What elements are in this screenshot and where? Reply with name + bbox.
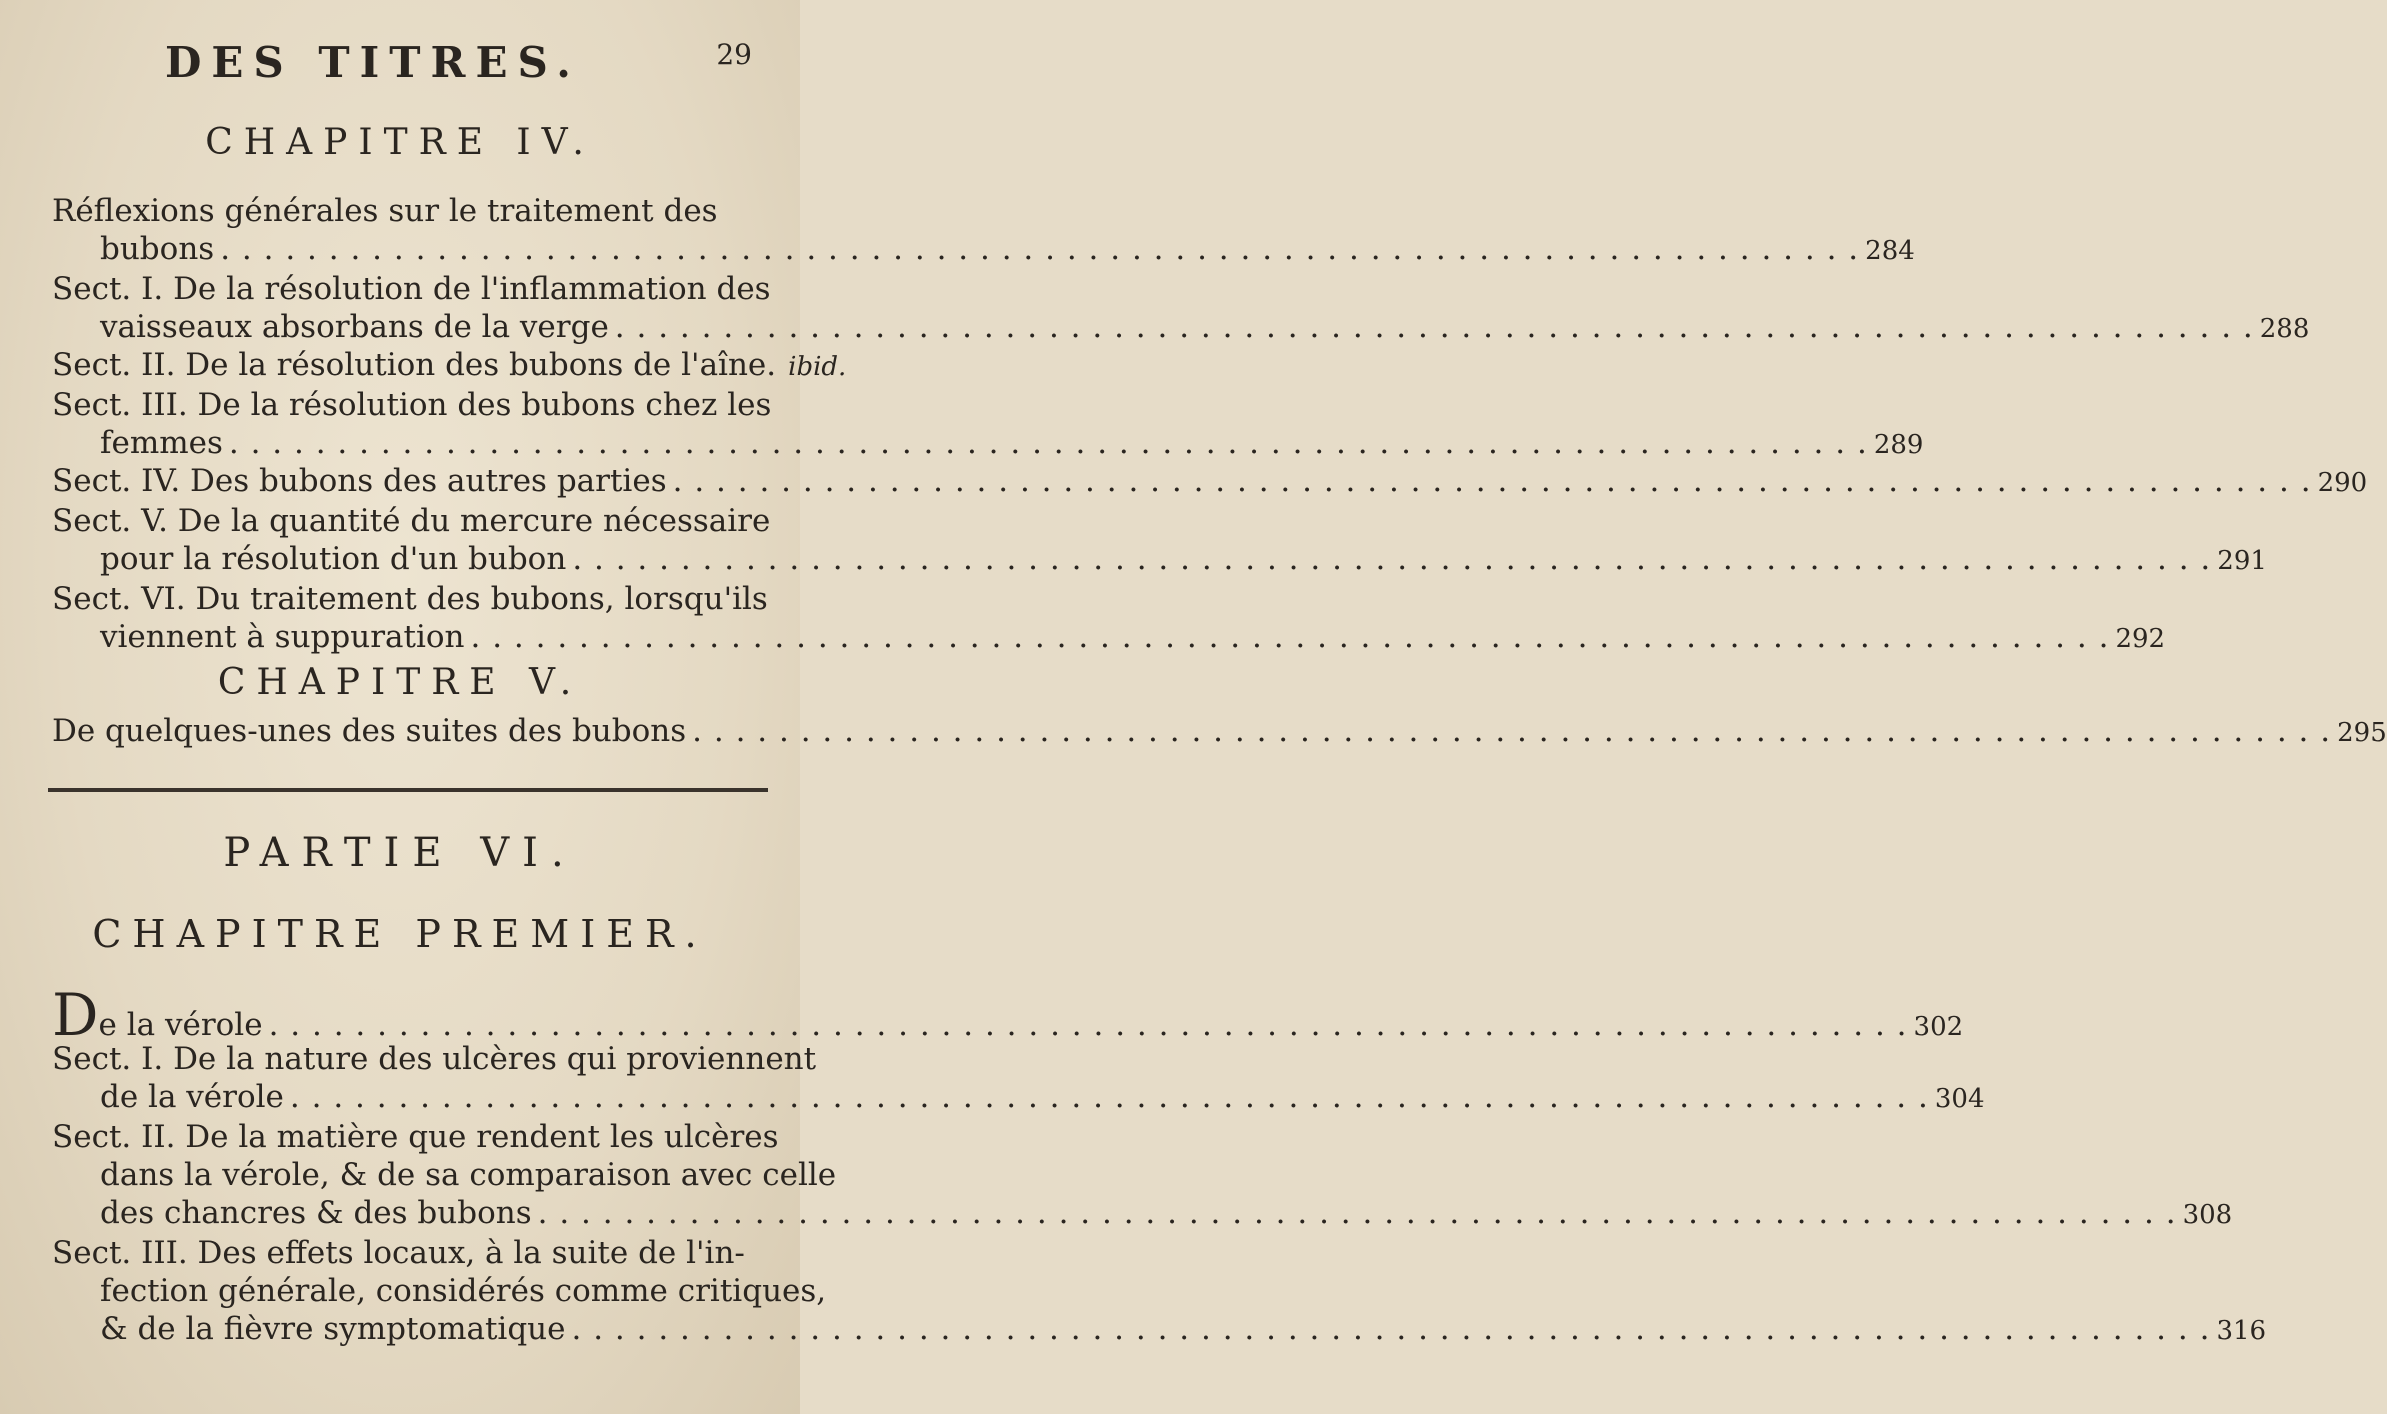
- dot-leader: [220, 230, 1859, 268]
- toc-line: [52, 1234, 772, 1272]
- toc-line: [52, 424, 1924, 464]
- toc-text: & de la fièvre symptomatique: [100, 1311, 566, 1347]
- toc-page: 308: [2182, 1200, 2233, 1230]
- toc-entry-sect-1: [52, 270, 2310, 348]
- toc-line: [52, 192, 772, 230]
- toc-entry-sect-4: [52, 462, 2368, 502]
- toc-text: Réflexions générales sur le traitement des: [52, 193, 718, 229]
- toc-page: 289: [1873, 430, 1924, 460]
- toc-line: [52, 1310, 2267, 1350]
- toc-text: des chancres & des bubons: [100, 1195, 532, 1231]
- toc-text: Sect. VI. Du traitement des bubons, lorsqu'ils: [52, 581, 768, 617]
- toc-entry-p6-sect-2: [52, 1118, 2233, 1234]
- toc-entry-p6-sect-1: [52, 1040, 1985, 1118]
- toc-entry-sect-5: [52, 502, 2267, 580]
- chapter-5-heading: CHAPITRE V.: [217, 662, 583, 703]
- toc-line: [52, 1040, 817, 1078]
- toc-entry-verole: [52, 981, 1964, 1049]
- toc-entry-sect-6: [52, 580, 2166, 658]
- toc-entry-sect-3: [52, 386, 1924, 464]
- toc-page: 290: [2317, 468, 2368, 498]
- dot-leader: [290, 1078, 1929, 1116]
- toc-entry-p6-sect-3: [52, 1234, 2267, 1350]
- toc-text: Sect. IV. Des bubons des autres parties: [52, 463, 667, 499]
- toc-text: fection générale, considérés comme critiques,: [100, 1273, 827, 1309]
- dot-leader: [229, 424, 1868, 462]
- toc-entry-suites-bubons: [52, 712, 2387, 752]
- dot-leader: [471, 618, 2110, 656]
- toc-text: Sect. II. De la résolution des bubons de l'aîne.: [52, 347, 777, 383]
- page-number: 29: [716, 38, 752, 71]
- toc-line: [52, 308, 2310, 348]
- page-header: [0, 38, 800, 98]
- toc-entry-reflexions: [52, 192, 1915, 270]
- toc-line: [52, 230, 1915, 270]
- toc-line: [52, 1118, 779, 1156]
- toc-text: Sect. I. De la nature des ulcères qui proviennent: [52, 1041, 817, 1077]
- toc-line: [52, 540, 2267, 580]
- toc-page: 292: [2115, 624, 2166, 654]
- toc-text: Sect. V. De la quantité du mercure nécessaire: [52, 503, 771, 539]
- toc-page: 316: [2216, 1316, 2267, 1346]
- toc-text: e la vérole: [98, 1007, 263, 1043]
- toc-text: vaisseaux absorbans de la verge: [100, 309, 609, 345]
- toc-page: 291: [2217, 546, 2267, 576]
- toc-text: pour la résolution d'un bubon: [100, 541, 567, 577]
- toc-text: Sect. III. De la résolution des bubons chez les: [52, 387, 772, 423]
- dot-leader: [615, 308, 2254, 346]
- toc-text: Sect. II. De la matière que rendent les ulcères: [52, 1119, 779, 1155]
- toc-line: [52, 580, 772, 618]
- toc-line: [52, 502, 772, 540]
- dot-leader: [673, 462, 2312, 500]
- dot-leader: [269, 1006, 1908, 1044]
- chapter-premier-heading: CHAPITRE PREMIER.: [92, 912, 708, 956]
- toc-text: femmes: [100, 425, 223, 461]
- drop-cap: D: [52, 981, 99, 1049]
- toc-text: Sect. III. Des effets locaux, à la suite de l'in-: [52, 1235, 745, 1271]
- toc-line: [52, 1272, 827, 1310]
- toc-line: [52, 346, 847, 386]
- toc-text: de la vérole: [100, 1079, 284, 1115]
- toc-page: 284: [1865, 236, 1915, 266]
- toc-text: viennent à suppuration: [100, 619, 465, 655]
- dot-leader: [692, 712, 2331, 750]
- dot-leader: [572, 540, 2211, 578]
- toc-page: 304: [1934, 1084, 1985, 1114]
- toc-line: [52, 1078, 1985, 1118]
- toc-line: [52, 712, 2387, 752]
- toc-text: De quelques-unes des suites des bubons: [52, 713, 687, 749]
- dot-leader: [538, 1194, 2177, 1232]
- toc-line: [52, 386, 772, 424]
- toc-entry-sect-2: [52, 346, 847, 386]
- toc-text: Sect. I. De la résolution de l'inflammation des: [52, 271, 771, 307]
- toc-page: ibid.: [788, 352, 847, 382]
- toc-line: [52, 270, 772, 308]
- running-title: DES TITRES.: [165, 38, 581, 87]
- toc-page: 288: [2259, 314, 2310, 344]
- toc-text: bubons: [100, 231, 215, 267]
- toc-line: [52, 1156, 837, 1194]
- toc-line: [52, 462, 2368, 502]
- toc-line: [52, 618, 2166, 658]
- toc-line: [52, 1194, 2233, 1234]
- toc-line: [52, 981, 1964, 1049]
- section-divider-rule: [48, 788, 768, 792]
- toc-page: 302: [1913, 1012, 1964, 1042]
- toc-page: 295: [2337, 718, 2387, 748]
- dot-leader: [571, 1310, 2210, 1348]
- part-6-heading: PARTIE VI.: [223, 830, 577, 876]
- toc-text: dans la vérole, & de sa comparaison avec celle: [100, 1157, 837, 1193]
- chapter-4-heading: CHAPITRE IV.: [205, 122, 595, 163]
